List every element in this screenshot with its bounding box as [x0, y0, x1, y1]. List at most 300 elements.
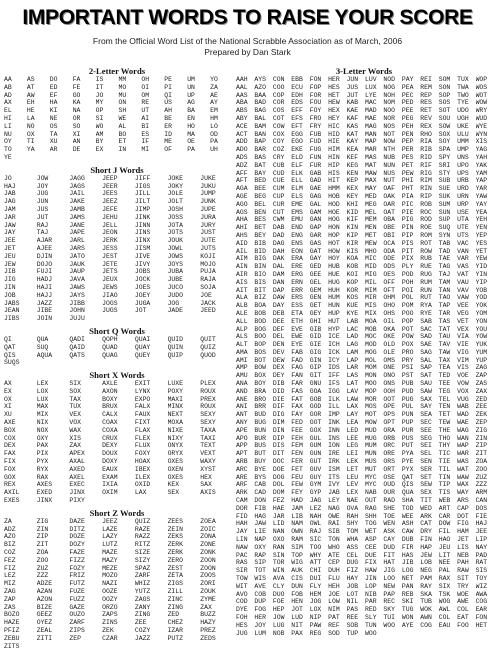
- word-entry: FIB: [254, 504, 267, 512]
- word-entry: QUAY: [134, 343, 151, 351]
- word-entry: LYNX: [134, 387, 151, 395]
- word-entry: JEES: [102, 190, 118, 198]
- word-entry: RIN: [420, 185, 432, 193]
- word-entry: PEG: [401, 114, 414, 122]
- word-entry: EXED: [36, 489, 53, 497]
- word-entry: WOW: [475, 99, 488, 107]
- word-entry: PUT: [401, 442, 414, 450]
- word-entry: LET: [346, 465, 359, 473]
- word-entry: SIX: [69, 380, 82, 388]
- word-entry: AHA: [236, 216, 248, 224]
- word-entry: VAR: [457, 255, 469, 263]
- word-entry: HAT: [383, 559, 396, 567]
- word-entry: GET: [309, 302, 322, 310]
- word-entry: WAT: [457, 465, 469, 473]
- word-entry: MAT: [365, 161, 377, 169]
- word-entry: ZA: [210, 83, 218, 91]
- word-entry: FON: [475, 613, 488, 621]
- word-entry: TEE: [438, 380, 451, 388]
- word-entry: WAR: [457, 450, 469, 458]
- word-entry: ZED: [475, 395, 488, 403]
- word-entry: EFF: [291, 107, 303, 115]
- word-entry: JAMB: [69, 205, 85, 213]
- word-entry: FRIZ: [69, 572, 85, 580]
- word-entry: NOM: [383, 99, 396, 107]
- word-entry: QUAG: [102, 351, 118, 359]
- word-entry: JABS: [4, 299, 20, 307]
- word-entry: OLE: [383, 348, 396, 356]
- word-entry: PSI: [401, 364, 414, 372]
- word-entry: HAJI: [36, 283, 53, 291]
- word-entry: RAS: [236, 559, 248, 567]
- word-entry: JOBS: [134, 268, 151, 276]
- word-entry: MAW: [365, 169, 377, 177]
- word-entry: JESS: [102, 244, 118, 252]
- word-entry: JEED: [200, 307, 216, 315]
- word-entry: DOJO: [36, 260, 53, 268]
- word-entry: AAL: [236, 83, 248, 91]
- word-entry: EDH: [291, 91, 303, 99]
- word-entry: HAO: [438, 536, 451, 544]
- word-entry: OWE: [328, 512, 340, 520]
- word-entry: IXIA: [102, 481, 118, 489]
- word-entry: ZEK: [102, 627, 114, 634]
- word-entry: ITS: [328, 473, 340, 481]
- word-entry: JAG: [309, 497, 322, 505]
- word-entry: VIE: [457, 341, 469, 349]
- word-entry: TAM: [438, 278, 451, 286]
- word-entry: SIB: [328, 528, 340, 536]
- word-entry: FALX: [134, 403, 151, 411]
- word-entry: BIG: [254, 255, 267, 263]
- word-entry: WOE: [457, 590, 469, 598]
- word-entry: REB: [401, 590, 414, 598]
- word-entry: OH: [141, 76, 150, 83]
- word-entry: JUKU: [200, 182, 216, 190]
- word-entry: HEY: [328, 114, 340, 122]
- word-entry: PUR: [401, 426, 414, 434]
- word-entry: POT: [401, 325, 414, 333]
- word-entry: DEB: [272, 309, 285, 317]
- word-entry: CAP: [457, 504, 469, 512]
- word-entry: DON: [254, 497, 267, 505]
- word-entry: PAC: [236, 551, 248, 559]
- word-entry: PUS: [401, 434, 414, 442]
- word-entry: JUMP: [200, 190, 216, 198]
- word-entry: ZAX: [69, 442, 82, 450]
- word-entry: JAVA: [69, 276, 85, 284]
- word-entry: HAW: [365, 567, 377, 575]
- word-entry: GAY: [309, 255, 322, 263]
- word-entry: ERN: [291, 278, 303, 286]
- word-entry: ENG: [291, 231, 303, 239]
- word-entry: PAT: [328, 613, 340, 621]
- word-entry: SPA: [438, 146, 451, 154]
- word-entry: ZEE: [475, 403, 488, 411]
- word-entry: AXES: [36, 481, 53, 489]
- word-entry: REP: [420, 91, 432, 99]
- word-entry: FOX: [4, 465, 16, 473]
- word-entry: URD: [457, 185, 469, 193]
- word-entry: KAF: [346, 114, 359, 122]
- word-entry: YOD: [475, 294, 488, 302]
- word-entry: SUK: [438, 192, 451, 200]
- word-entry: RUB: [420, 255, 432, 263]
- word-entry: ANT: [236, 411, 248, 419]
- word-entry: JAZZ: [36, 299, 53, 307]
- word-entry: ALP: [236, 325, 248, 333]
- word-entry: FEY: [291, 489, 303, 497]
- word-entry: LEG: [346, 442, 359, 450]
- word-entry: RUN: [420, 286, 432, 294]
- word-entry: DAK: [272, 255, 285, 263]
- word-entry: BOZO: [4, 611, 20, 619]
- word-entry: LAX: [346, 403, 359, 411]
- word-entry: WOK: [420, 606, 432, 614]
- word-entry: KOB: [346, 263, 359, 271]
- word-entry: QUID: [167, 335, 184, 343]
- word-entry: HUN: [328, 302, 340, 310]
- word-entry: AI: [141, 114, 150, 122]
- word-entry: JERK: [102, 237, 118, 245]
- word-entry: DAG: [272, 239, 285, 247]
- word-entry: JILT: [134, 198, 151, 206]
- word-entry: KEX: [346, 185, 359, 193]
- short-x-word-grid: [4, 380, 230, 505]
- word-entry: GIE: [309, 341, 322, 349]
- word-entry: JOHN: [69, 307, 85, 315]
- word-entry: HEX: [328, 107, 340, 115]
- word-entry: HAY: [346, 575, 359, 582]
- word-entry: OOZY: [102, 595, 118, 603]
- word-entry: GAL: [309, 200, 322, 208]
- word-entry: PES: [401, 153, 414, 161]
- word-entry: POI: [401, 286, 414, 294]
- word-entry: JOWL: [167, 244, 184, 252]
- word-entry: ZING: [134, 611, 151, 619]
- word-entry: OUZO: [69, 611, 85, 619]
- word-entry: OXO: [272, 536, 285, 544]
- word-entry: SOM: [438, 76, 451, 83]
- word-entry: QIS: [401, 481, 414, 489]
- word-entry: LUX: [365, 83, 377, 91]
- word-entry: TOP: [291, 551, 303, 559]
- word-entry: KAB: [346, 99, 359, 107]
- word-entry: OES: [383, 270, 396, 278]
- word-entry: BEY: [254, 231, 267, 239]
- word-entry: IBEX: [134, 465, 151, 473]
- word-entry: FAG: [291, 364, 303, 372]
- word-entry: AM: [95, 130, 104, 138]
- word-entry: JAYS: [69, 291, 85, 299]
- word-entry: GOB: [309, 395, 322, 403]
- word-entry: BIO: [254, 270, 267, 278]
- word-entry: MID: [365, 263, 377, 271]
- word-entry: BI: [141, 122, 150, 130]
- word-entry: GAT: [309, 247, 322, 255]
- word-entry: SUQS: [4, 359, 20, 367]
- word-entry: JUST: [200, 229, 216, 237]
- word-entry: ZEK: [475, 411, 488, 419]
- word-entry: OLD: [383, 341, 396, 349]
- word-entry: SRI: [438, 161, 451, 169]
- word-entry: HIP: [328, 161, 340, 169]
- word-entry: OXEN: [167, 465, 184, 473]
- word-entry: LAM: [346, 348, 359, 356]
- word-entry: FUG: [309, 146, 322, 154]
- word-entry: TOG: [365, 520, 377, 528]
- word-entry: NIB: [365, 590, 377, 598]
- word-entry: DOM: [272, 489, 285, 497]
- word-entry: HOE: [328, 208, 340, 216]
- word-entry: HI: [4, 114, 12, 122]
- word-entry: TAG: [438, 263, 451, 271]
- word-entry: VOE: [457, 372, 469, 380]
- word-entry: FRY: [309, 122, 322, 130]
- word-entry: FLY: [309, 582, 322, 590]
- word-entry: MIM: [365, 286, 377, 294]
- word-entry: JUG: [36, 190, 49, 198]
- word-entry: WOG: [438, 598, 451, 606]
- word-entry: BEG: [254, 192, 267, 200]
- word-entry: MA: [187, 130, 195, 138]
- word-entry: JUBE: [167, 276, 184, 284]
- word-entry: EAUX: [102, 465, 118, 473]
- word-entry: ZOO: [475, 465, 488, 473]
- word-entry: HUH: [328, 286, 340, 294]
- word-entry: VEXT: [200, 450, 216, 458]
- word-entry: RID: [420, 153, 432, 161]
- word-entry: PER: [401, 146, 414, 154]
- word-entry: APE: [236, 426, 248, 434]
- word-entry: AWL: [438, 606, 451, 614]
- word-entry: JUKE: [200, 174, 216, 182]
- right-column: [236, 66, 492, 637]
- word-entry: JEEZ: [102, 198, 118, 206]
- word-entry: JIB: [401, 559, 414, 567]
- page-title: IMPORTANT WORDS TO RAISE YOUR SCORE: [22, 6, 473, 29]
- word-entry: ORT: [383, 465, 396, 473]
- word-entry: LEY: [328, 497, 340, 505]
- word-entry: VAN: [457, 247, 469, 255]
- word-entry: EXIT: [134, 380, 151, 388]
- word-entry: BAG: [254, 107, 267, 115]
- word-entry: DEV: [272, 348, 285, 356]
- word-entry: CON: [272, 76, 285, 83]
- word-entry: PIC: [401, 200, 414, 208]
- word-entry: AND: [236, 387, 248, 395]
- word-entry: FEZ: [272, 497, 285, 505]
- word-entry: PLEX: [200, 380, 216, 388]
- word-entry: WON: [401, 613, 414, 621]
- word-entry: FET: [291, 465, 303, 473]
- word-entry: SAE: [420, 341, 432, 349]
- word-entry: EGO: [291, 138, 303, 146]
- word-entry: WET: [365, 528, 377, 536]
- word-entry: ZEE: [134, 619, 147, 627]
- word-entry: QI: [164, 91, 173, 99]
- word-entry: GYP: [309, 489, 322, 497]
- word-entry: ESS: [291, 302, 303, 310]
- word-entry: AZON: [36, 595, 53, 603]
- word-entry: SEE: [420, 426, 432, 434]
- word-entry: JILL: [134, 190, 151, 198]
- word-entry: LAY: [346, 411, 359, 419]
- word-entry: EAU: [438, 621, 451, 629]
- word-entry: QIS: [4, 351, 16, 359]
- word-entry: JELL: [102, 221, 118, 229]
- word-entry: AYE: [401, 621, 414, 629]
- word-entry: RUM: [420, 278, 432, 286]
- word-entry: OXID: [134, 481, 151, 489]
- word-entry: APP: [236, 442, 248, 450]
- word-entry: CZAR: [102, 634, 118, 642]
- word-entry: ZIN: [475, 434, 488, 442]
- word-entry: TUG: [401, 606, 414, 614]
- word-entry: ONS: [383, 380, 396, 388]
- word-entry: BE: [164, 114, 173, 122]
- word-entry: ZITI: [36, 634, 53, 642]
- word-entry: HER: [254, 613, 267, 621]
- word-entry: ENS: [291, 239, 303, 247]
- word-entry: ZINC: [167, 595, 184, 603]
- word-entry: ROW: [420, 247, 432, 255]
- word-entry: CUP: [272, 192, 285, 200]
- word-entry: QUIT: [200, 335, 216, 343]
- word-entry: SHY: [346, 520, 359, 528]
- word-entry: JETS: [102, 268, 118, 276]
- word-entry: HOT: [328, 239, 340, 247]
- word-entry: LEV: [346, 481, 359, 489]
- word-entry: GOA: [309, 387, 322, 395]
- word-entry: AXAL: [69, 458, 85, 466]
- word-entry: TUI: [383, 613, 396, 621]
- word-entry: DJIN: [36, 252, 53, 260]
- word-entry: JET: [457, 536, 469, 544]
- word-entry: ABS: [236, 107, 248, 115]
- word-entry: JEWS: [102, 283, 118, 291]
- word-entry: TOE: [383, 512, 396, 520]
- word-entry: JAUP: [69, 268, 85, 276]
- word-entry: PRO: [401, 348, 414, 356]
- word-entry: ZEP: [69, 634, 82, 642]
- word-entry: HUB: [328, 263, 340, 271]
- word-entry: ZOA: [475, 458, 488, 466]
- word-entry: WAP: [457, 442, 469, 450]
- word-entry: MAX: [365, 177, 377, 185]
- word-entry: NAN: [272, 528, 285, 536]
- word-entry: DEN: [272, 341, 285, 349]
- word-entry: HOG: [328, 216, 340, 224]
- word-entry: FAZE: [69, 549, 85, 557]
- word-entry: CAN: [475, 497, 488, 505]
- word-entry: HAH: [236, 520, 248, 528]
- word-entry: XYST: [200, 465, 216, 473]
- word-entry: ZOO: [36, 556, 49, 564]
- word-entry: JIG: [4, 276, 16, 284]
- word-entry: OF: [164, 146, 173, 154]
- word-entry: LYE: [365, 91, 377, 99]
- word-entry: BRA: [254, 387, 267, 395]
- word-entry: LUX: [36, 395, 49, 403]
- word-entry: GIP: [309, 364, 322, 372]
- word-entry: ISM: [328, 465, 340, 473]
- word-entry: WAD: [457, 411, 469, 419]
- word-entry: BYE: [254, 465, 267, 473]
- word-entry: FED: [291, 419, 303, 427]
- word-entry: QOPH: [102, 335, 118, 343]
- word-entry: ZOEA: [200, 517, 216, 525]
- word-entry: SUM: [438, 200, 451, 208]
- word-entry: KEF: [346, 153, 359, 161]
- word-entry: ARS: [457, 497, 469, 505]
- word-entry: VEX: [69, 411, 82, 419]
- word-entry: NAG: [328, 504, 340, 512]
- word-entry: POX: [401, 341, 414, 349]
- word-entry: GAB: [309, 169, 322, 177]
- word-entry: JOLE: [167, 190, 184, 198]
- word-entry: SEL: [420, 450, 432, 458]
- word-entry: AX: [4, 99, 12, 107]
- word-entry: IDS: [328, 364, 340, 372]
- word-entry: ROM: [420, 231, 432, 239]
- word-entry: RUG: [420, 270, 432, 278]
- word-entry: ICK: [328, 348, 340, 356]
- word-entry: SKY: [383, 606, 396, 614]
- word-entry: KIR: [346, 239, 359, 247]
- word-entry: OPE: [383, 403, 396, 411]
- word-entry: YIP: [475, 278, 488, 286]
- word-entry: BOXY: [102, 395, 118, 403]
- word-entry: POL: [401, 294, 414, 302]
- section-heading: Short Z Words: [89, 507, 145, 518]
- word-entry: BRUX: [102, 403, 118, 411]
- word-entry: DIB: [272, 380, 285, 388]
- word-entry: ZERK: [167, 549, 184, 557]
- word-entry: ZA: [4, 517, 12, 525]
- word-entry: SET: [420, 473, 432, 481]
- word-entry: ERA: [291, 255, 303, 263]
- word-entry: WEB: [438, 497, 451, 505]
- word-entry: FOH: [236, 613, 248, 621]
- word-entry: AA: [4, 76, 12, 83]
- word-entry: QUA: [401, 489, 414, 497]
- word-entry: OXES: [167, 473, 184, 481]
- word-entry: KOP: [346, 278, 359, 286]
- word-entry: NUT: [383, 177, 396, 185]
- word-entry: COL: [438, 613, 451, 621]
- word-entry: RIP: [420, 192, 432, 200]
- word-entry: JAIL: [69, 190, 85, 198]
- word-entry: NIXY: [167, 434, 184, 442]
- word-entry: MED: [365, 192, 377, 200]
- word-entry: MHO: [365, 247, 377, 255]
- word-entry: JAB: [328, 489, 340, 497]
- word-entry: AGO: [236, 200, 248, 208]
- word-entry: ON: [118, 99, 127, 107]
- word-entry: NA: [72, 107, 81, 115]
- word-entry: AUK: [291, 567, 303, 575]
- word-entry: REX: [4, 481, 16, 489]
- word-entry: KEP: [346, 177, 359, 185]
- word-entry: UPO: [457, 161, 469, 169]
- word-entry: ZEKS: [167, 533, 184, 541]
- word-entry: OAR: [383, 200, 396, 208]
- word-entry: IN: [118, 146, 127, 154]
- word-entry: EXAM: [102, 473, 118, 481]
- word-entry: YUP: [475, 356, 488, 364]
- word-entry: SON: [438, 83, 451, 91]
